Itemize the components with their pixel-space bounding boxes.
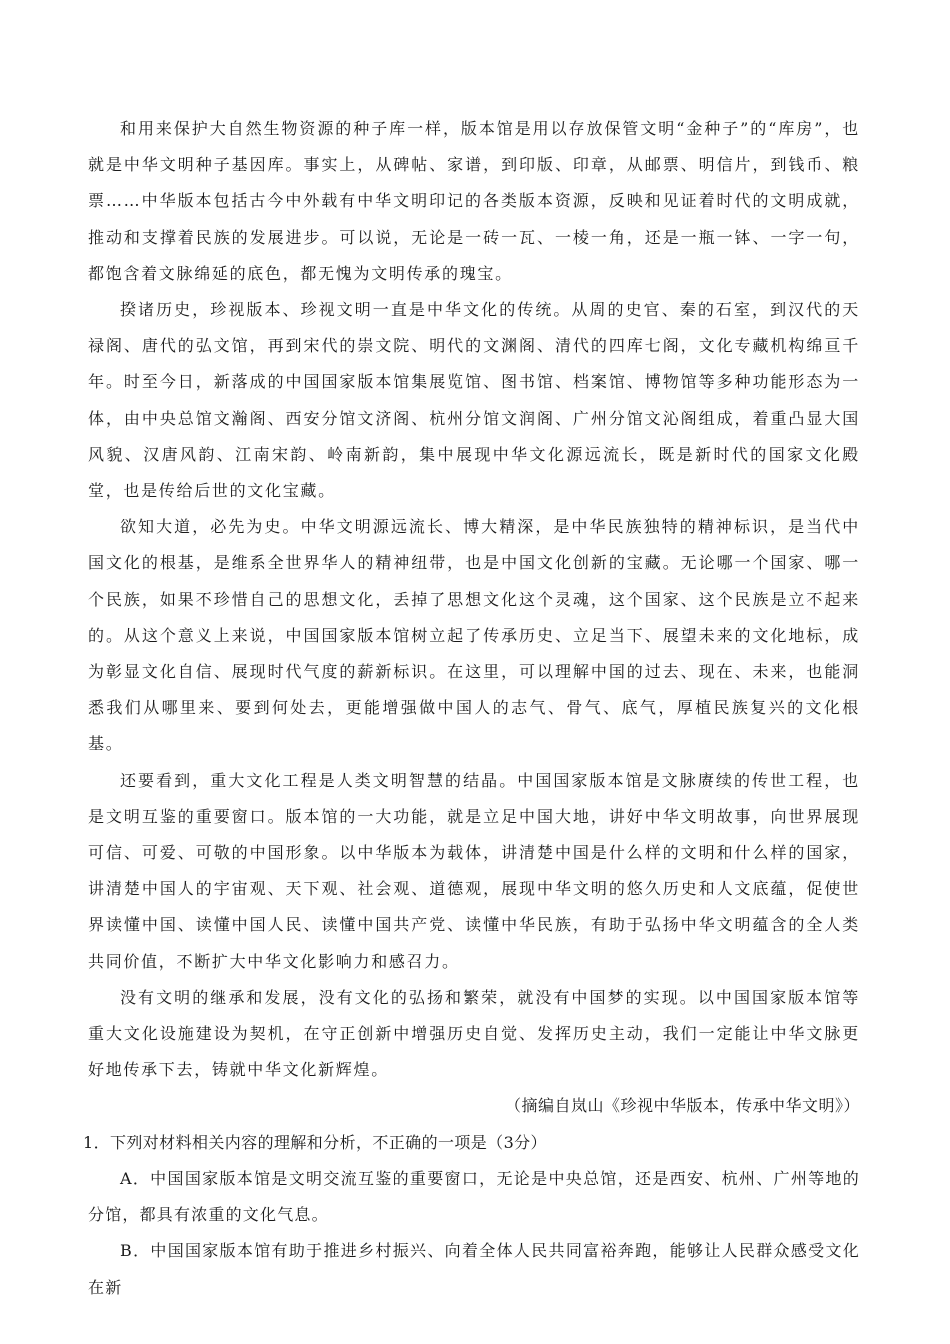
article-paragraph-1: 和用来保护大自然生物资源的种子库一样，版本馆是用以存放保管文明“金种子”的“库房”，也就是中华文明种子基因库。事实上，从碑帖、家谱，到印版、印章，从邮票、明信片，到钱币、粮票……中华版本包括古今中外载有中华文明印记的各类版本资源，反映和见证着时代的文明成就，推动和支撑着民族的发展进步。可以说，无论是一砖一瓦、一棱一角，还是一瓶一钵、一字一句，都饱含着文脉绵延的底色，都无愧为文明传承的瑰宝。 [88,119,860,283]
article [88,111,860,1125]
article-paragraph-5: 没有文明的继承和发展，没有文化的弘扬和繁荣，就没有中国梦的实现。以中国国家版本馆等重大文化设施建设为契机，在守正创新中增强历史自觉、发挥历史主动，我们一定能让中华文脉更好地传承下去，铸就中华文化新辉煌。 [88,987,860,1080]
article-paragraph-2: 揆诸历史，珍视版本、珍视文明一直是中华文化的传统。从周的史官、秦的石室，到汉代的天禄阁、唐代的弘文馆，再到宋代的崇文院、明代的文渊阁、清代的四库七阁，文化专藏机构绵亘千年。时至今日，新落成的中国国家版本馆集展览馆、图书馆、档案馆、博物馆等多种功能形态为一体，由中央总馆文瀚阁、西安分馆文济阁、杭州分馆文润阁、广州分馆文沁阁组成，着重凸显大国风貌、汉唐风韵、江南宋韵、岭南新韵，集中展现中华文化源远流长，既是新时代的国家文化殿堂，也是传给后世的文化宝藏。 [88,300,860,501]
document-page [83,111,860,1306]
article-source: （摘编自岚山《珍视中华版本，传承中华文明》） [504,1096,860,1116]
question-stem: 1．下列对材料相关内容的理解和分析，不正确的一项是（3分） [83,1132,547,1152]
option-b: B．中国国家版本馆有助于推进乡村振兴、向着全体人民共同富裕奔跑，能够让人民群众感受文化在新 [88,1241,860,1297]
option-a: A．中国国家版本馆是文明交流互鉴的重要窗口，无论是中央总馆，还是西安、杭州、广州等地的分馆，都具有浓重的文化气息。 [88,1168,860,1225]
article-paragraph-3: 欲知大道，必先为史。中华文明源远流长、博大精深，是中华民族独特的精神标识，是当代中国文化的根基，是维系全世界华人的精神纽带，也是中国文化创新的宝藏。无论哪一个国家、哪一个民族，如果不珍惜自己的思想文化，丢掉了思想文化这个灵魂，这个国家、这个民族是立不起来的。从这个意义上来说，中国国家版本馆树立起了传承历史、立足当下、展望未来的文化地标，成为彰显文化自信、展现时代气度的薪新标识。在这里，可以理解中国的过去、现在、未来，也能洞悉我们从哪里来、要到何处去，更能增强做中国人的志气、骨气、底气，厚植民族复兴的文化根基。 [88,517,860,754]
article-paragraph-4: 还要看到，重大文化工程是人类文明智慧的结晶。中国国家版本馆是文脉赓续的传世工程，也是文明互鉴的重要窗口。版本馆的一大功能，就是立足中国大地，讲好中华文明故事，向世界展现可信、可爱、可敬的中国形象。以中华版本为载体，讲清楚中国是什么样的文明和什么样的国家，讲清楚中国人的宇宙观、天下观、社会观、道德观，展现中华文明的悠久历史和人文底蕴，促使世界读懂中国、读懂中国人民、读懂中国共产党、读懂中华民族，有助于弘扬中华文明蕴含的全人类共同价值，不断扩大中华文化影响力和感召力。 [88,770,860,971]
question-block [83,1125,860,1306]
